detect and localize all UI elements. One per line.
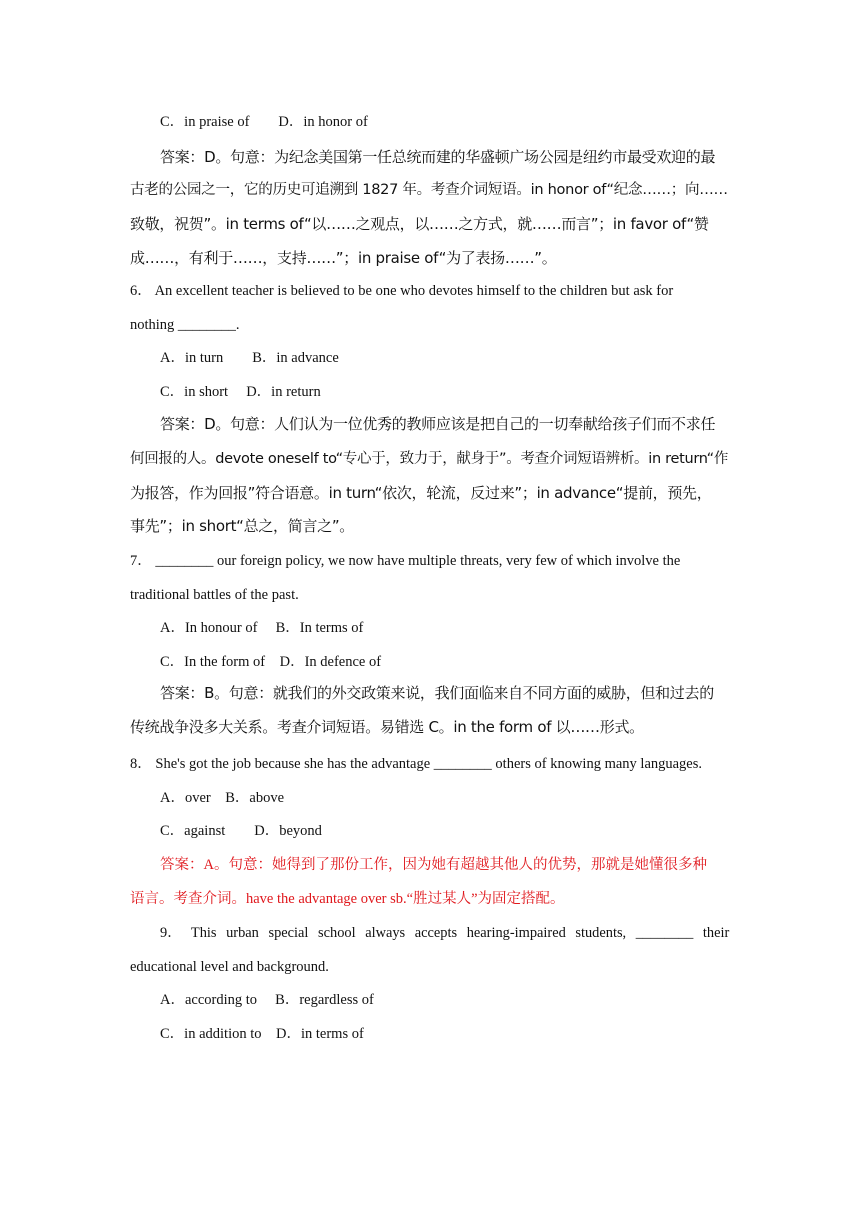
q8-answer-line-2: 语言。考查介词。have the advantage over sb.“胜过某人”为固定搭配。 xyxy=(130,891,565,907)
q6-answer-line-1: 答案：D。句意：人们认为一位优秀的教师应该是把自己的一切奉献给孩子们而不求任 xyxy=(160,415,716,433)
q9-options-cd: C．in addition to D．in terms of xyxy=(160,1026,364,1042)
q6-stem-line-2: nothing ________. xyxy=(130,317,240,333)
q5-answer-line-4: 成……，有利于……，支持……”；in praise of“为了表扬……”。 xyxy=(130,249,557,267)
q7-answer-line-1: 答案：B。句意：就我们的外交政策来说，我们面临来自不同方面的威胁，但和过去的 xyxy=(160,684,714,702)
q6-stem-line-1: 6． An excellent teacher is believed to be one who devotes himself to the children but ask for xyxy=(130,283,674,299)
q5-answer-line-3: 致敬，祝贺”。in terms of“以……之观点，以……之方式，就……而言”；in favor of“赞 xyxy=(130,215,709,233)
q8-options-ab: A．over B．above xyxy=(160,790,285,806)
q6-answer-line-2: 何回报的人。devote oneself to“专心于，致力于，献身于”。考查介词短语辨析。in return“作 xyxy=(130,451,729,467)
q6-answer-line-4: 事先”；in short“总之，简言之”。 xyxy=(130,517,355,535)
q8-stem-line-1: 8． She's got the job because she has the advantage ________ others of knowing many languages. xyxy=(130,756,703,772)
q7-options-ab: A．In honour of B．In terms of xyxy=(160,620,364,636)
q7-options-cd: C．In the form of D．In defence of xyxy=(160,654,382,670)
q7-answer-line-2: 传统战争没多大关系。考查介词短语。易错选 C。in the form of 以……形式。 xyxy=(130,718,644,736)
q5-answer-line-1: 答案：D。句意：为纪念美国第一任总统而建的华盛顿广场公园是纽约市最受欢迎的最 xyxy=(160,148,716,166)
q6-options-cd: C．in short D．in return xyxy=(160,384,321,400)
q8-answer-line-1: 答案：A。句意：她得到了那份工作，因为她有超越其他人的优势，那就是她懂很多种 xyxy=(160,857,707,873)
q9-stem-line-2: educational level and background. xyxy=(130,959,329,975)
q6-answer-line-3: 为报答，作为回报”符合语意。in turn“依次，轮流，反过来”；in advance“提前，预先， xyxy=(130,484,712,502)
q7-stem-line-1: 7． ________ our foreign policy, we now have multiple threats, very few of which involve the xyxy=(130,553,681,569)
q6-options-ab: A．in turn B．in advance xyxy=(160,350,339,366)
q9-options-ab: A．according to B．regardless of xyxy=(160,992,374,1008)
q7-stem-line-2: traditional battles of the past. xyxy=(130,587,299,603)
q5-options-cd: C．in praise of D．in honor of xyxy=(160,114,368,130)
q9-stem-line-1: 9． This urban special school always accepts hearing-impaired students, ________ their xyxy=(160,925,730,941)
q5-answer-line-2: 古老的公园之一，它的历史可追溯到 1827 年。考查介词短语。in honor of“纪念……；向…… xyxy=(130,181,728,198)
q8-options-cd: C．against D．beyond xyxy=(160,823,322,839)
